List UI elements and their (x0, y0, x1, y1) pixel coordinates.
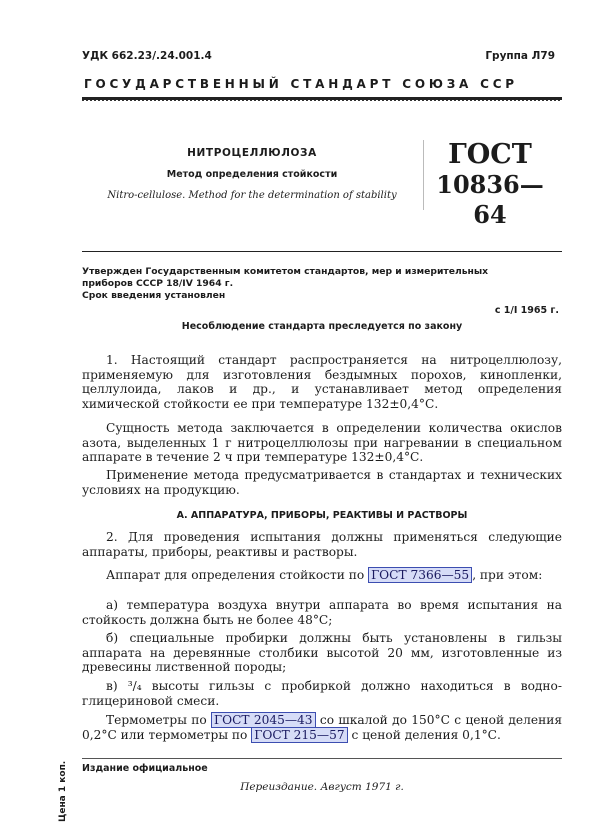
paragraph-application: Применение метода предусматривается в стандартах и технических условиях на продукцию. (82, 468, 562, 497)
nonobservance-notice: Несоблюдение стандарта преследуется по закону (181, 321, 463, 332)
paragraph-1: 1. Настоящий стандарт распространяется на нитроцеллюлозу, применяемую для изготовления бездымных порохов, кинопленки, целлулоида, лаков и др., и устанавливает метод определения химической стойкости ее при температуре 132±0,4°С. (82, 353, 562, 411)
section-a-heading: А. АППАРАТУРА, ПРИБОРЫ, РЕАКТИВЫ И РАСТВОРЫ (176, 510, 468, 521)
paragraph-essence: Сущность метода заключается в определении количества окислов азота, выделенных 1 г нитроцеллюлозы при нагревании в специальном аппарате в течение 2 ч при температуре 132±0,4°С. (82, 421, 562, 465)
document-subtitle: Метод определения стойкости (166, 169, 338, 180)
paragraph-thermometers: Термометры по ГОСТ 2045—43 со шкалой до 150°С с ценой деления 0,2°С или термометры по ГОСТ 215—57 с ценой деления 0,1°С. (82, 713, 563, 742)
gost-label: ГОСТ (448, 139, 532, 170)
gost-7366-link[interactable]: ГОСТ 7366—55 (368, 567, 472, 583)
official-edition: Издание официальное (82, 763, 208, 774)
title-rule (82, 251, 562, 252)
paragraph-item-c: в) ³/₄ высоты гильзы с пробиркой должно находиться в водно-глицериновой смеси. (82, 679, 562, 708)
price-label: Цена 1 коп. (58, 760, 68, 822)
document-title: НИТРОЦЕЛЛЮЛОЗА (187, 147, 317, 159)
paragraph-item-a: а) температура воздуха внутри аппарата во время испытания на стойкость должна быть не более 48°С; (82, 598, 562, 627)
gost-2045-link[interactable]: ГОСТ 2045—43 (211, 712, 316, 728)
gost-number: 10836—64 (436, 170, 544, 229)
approval-block (82, 266, 562, 302)
reprint-note: Переиздание. Август 1971 г. (240, 781, 404, 793)
approval-line-2: приборов СССР 18/IV 1964 г. (82, 278, 234, 289)
approval-line-1: Утвержден Государственным комитетом стандартов, мер и измерительных (82, 266, 489, 277)
paragraph-item-b: б) специальные пробирки должны быть установлены в гильзы аппарата на деревянные столбики высотой 20 мм, изготовленные из древесины лиственной породы; (82, 631, 562, 675)
footer-rule (82, 758, 562, 759)
header-rule-dotted (82, 100, 562, 101)
approval-line-3: Срок введения установлен (82, 290, 226, 301)
udc-code: УДК 662.23/.24.001.4 (82, 50, 212, 62)
state-standard-heading: ГОСУДАРСТВЕННЫЙ СТАНДАРТ СОЮЗА ССР (84, 77, 518, 91)
effective-date: с 1/I 1965 г. (494, 305, 559, 316)
gost-215-link[interactable]: ГОСТ 215—57 (251, 727, 347, 743)
group-code: Группа Л79 (485, 50, 555, 62)
price-label-area (58, 740, 72, 822)
english-title: Nitro-cellulose. Method for the determination of stability (107, 190, 397, 201)
paragraph-2: 2. Для проведения испытания должны применяться следующие аппараты, приборы, реактивы и растворы. (82, 530, 562, 559)
paragraph-apparatus: Аппарат для определения стойкости по ГОСТ 7366—55 , при этом: (106, 568, 543, 582)
